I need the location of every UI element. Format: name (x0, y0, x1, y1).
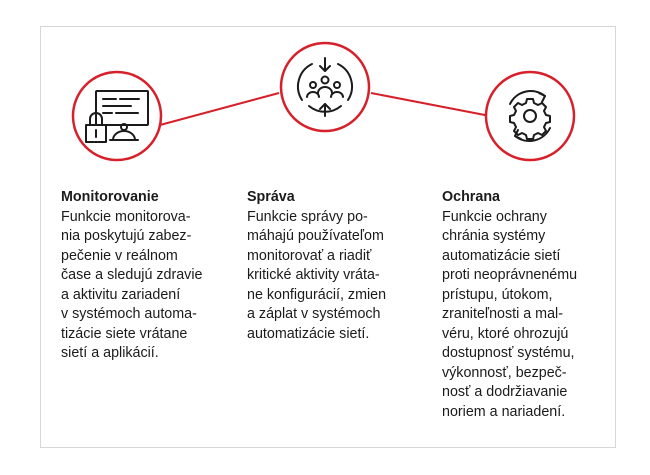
monitor-lock-icon (73, 72, 161, 160)
column-title-ochrana: Ochrana (442, 189, 501, 205)
gear-protection-icon (486, 72, 574, 160)
people-management-icon (281, 43, 369, 131)
column-monitorovanie (61, 188, 221, 364)
connector-line-right (371, 93, 490, 116)
column-title-monitorovanie: Monitorovanie (61, 189, 159, 205)
column-text-ochrana: Funkcie ochrany chránia systémy automatizácie sietí proti neoprávnenému prístupu, útokom, zraniteľnosti a mal- véru, ktoré ohrozujú dostupnosť systému, výkonnosť, bezpeč- nosť a dodržiavanie noriem a nariadení. (442, 208, 578, 420)
connector-line-left (160, 93, 279, 125)
column-text-monitorovanie: Funkcie monitorova- nia poskytujú zabez- pečenie v reálnom čase a sledujú zdravie a aktivitu zariadení v systémoch automa- tizácie siete vrátane sietí a aplikácií. (61, 208, 203, 361)
column-sprava (247, 188, 417, 344)
column-text-sprava: Funkcie správy po- máhajú používateľom monitorovať a riadiť kritické aktivity vráta- ne konfigurácií, zmien a záplat v systémoch automatizácie sietí. (247, 208, 387, 342)
column-ochrana (442, 188, 607, 422)
column-title-sprava: Správa (247, 189, 295, 205)
